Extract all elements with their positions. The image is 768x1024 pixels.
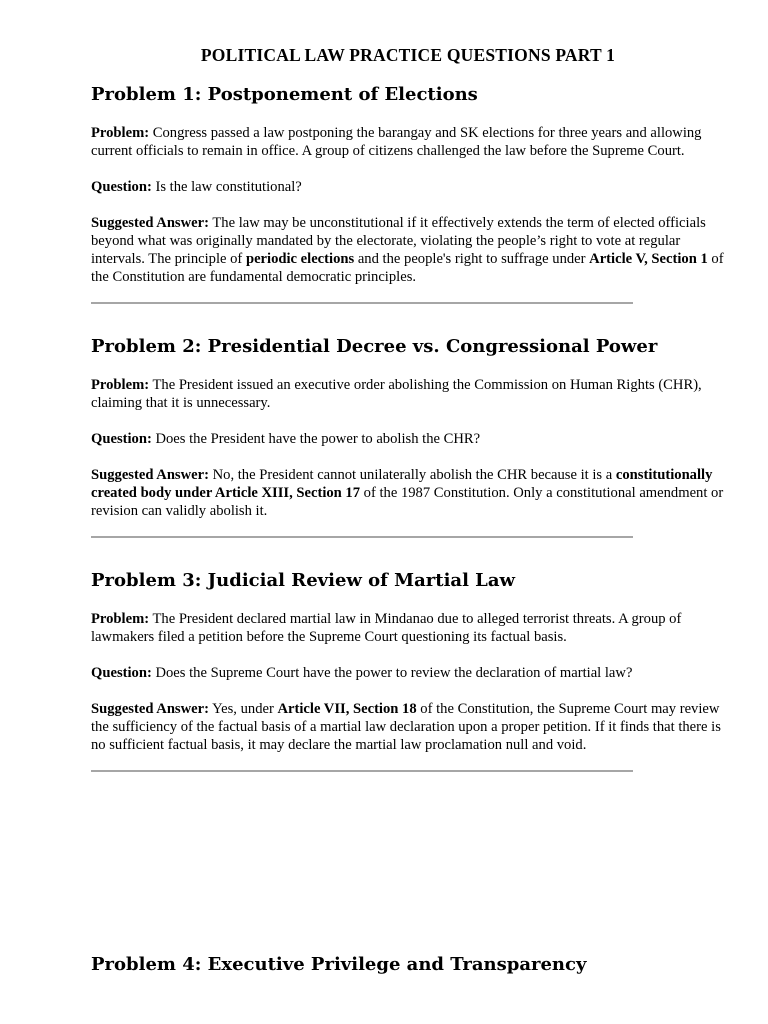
problem-label: Problem: <box>91 611 150 627</box>
answer-label: Suggested Answer: <box>91 701 209 717</box>
question-label: Question: <box>91 431 152 447</box>
problem-text: Congress passed a law postponing the barangay and SK elections for three years and allowing current officials to remain in office. A group of citizens challenged the law before the Supreme Court. <box>91 125 702 159</box>
answer-text: Yes, under <box>208 701 278 717</box>
problem-text: The President issued an executive order abolishing the Commission on Human Rights (CHR), claiming that it is unnecessary. <box>91 377 702 411</box>
section-divider <box>91 302 633 304</box>
problem-2-answer <box>91 466 725 520</box>
problem-1-statement <box>91 124 725 160</box>
problem-2-statement <box>91 376 725 412</box>
problem-3-question <box>91 664 725 682</box>
answer-text: of the Constitution, the Supreme Court may review the sufficiency of the factual basis of a martial law declaration upon a proper petition. If it finds that there is no sufficient factual basis, it may declare the martial law proclamation null and void. <box>91 701 721 753</box>
question-label: Question: <box>91 665 152 681</box>
answer-emphasis: constitutionally created body under Article XIII, Section 17 <box>91 467 713 501</box>
answer-emphasis: Article VII, Section 18 <box>277 701 417 717</box>
problem-text: The President declared martial law in Mindanao due to alleged terrorist threats. A group of lawmakers filed a petition before the Supreme Court questioning its factual basis. <box>91 611 682 645</box>
problem-3-statement <box>91 610 725 646</box>
answer-text: and the people's right to suffrage under <box>354 251 590 267</box>
answer-text: of the Constitution are fundamental democratic principles. <box>91 251 724 285</box>
problem-1-question <box>91 178 725 196</box>
document-title: POLITICAL LAW PRACTICE QUESTIONS PART 1 <box>200 45 616 65</box>
problem-label: Problem: <box>91 125 150 141</box>
answer-label: Suggested Answer: <box>91 467 209 483</box>
problem-3-answer <box>91 700 725 754</box>
answer-label: Suggested Answer: <box>91 215 209 231</box>
answer-text: of the 1987 Constitution. Only a constitutional amendment or revision can validly abolish it. <box>91 485 724 519</box>
problem-3-heading: Problem 3: Judicial Review of Martial Law <box>91 570 515 591</box>
answer-text: No, the President cannot unilaterally abolish the CHR because it is a <box>208 467 616 483</box>
answer-text: The law may be unconstitutional if it effectively extends the term of elected officials beyond what was originally mandated by the electorate, violating the people’s right to vote at regular intervals. The principle of <box>91 215 706 267</box>
question-label: Question: <box>91 179 152 195</box>
section-divider <box>91 770 633 772</box>
problem-1-answer <box>91 214 725 286</box>
answer-emphasis: Article V, Section 1 <box>589 251 708 267</box>
answer-emphasis: periodic elections <box>245 251 355 267</box>
question-text: Is the law constitutional? <box>151 179 302 195</box>
problem-label: Problem: <box>91 377 150 393</box>
question-text: Does the Supreme Court have the power to review the declaration of martial law? <box>151 665 633 681</box>
problem-2-question <box>91 430 725 448</box>
problem-1-heading: Problem 1: Postponement of Elections <box>91 84 478 105</box>
problem-4-heading: Problem 4: Executive Privilege and Transparency <box>91 954 587 975</box>
problem-2-heading: Problem 2: Presidential Decree vs. Congressional Power <box>91 336 658 357</box>
section-divider <box>91 536 633 538</box>
question-text: Does the President have the power to abolish the CHR? <box>151 431 481 447</box>
